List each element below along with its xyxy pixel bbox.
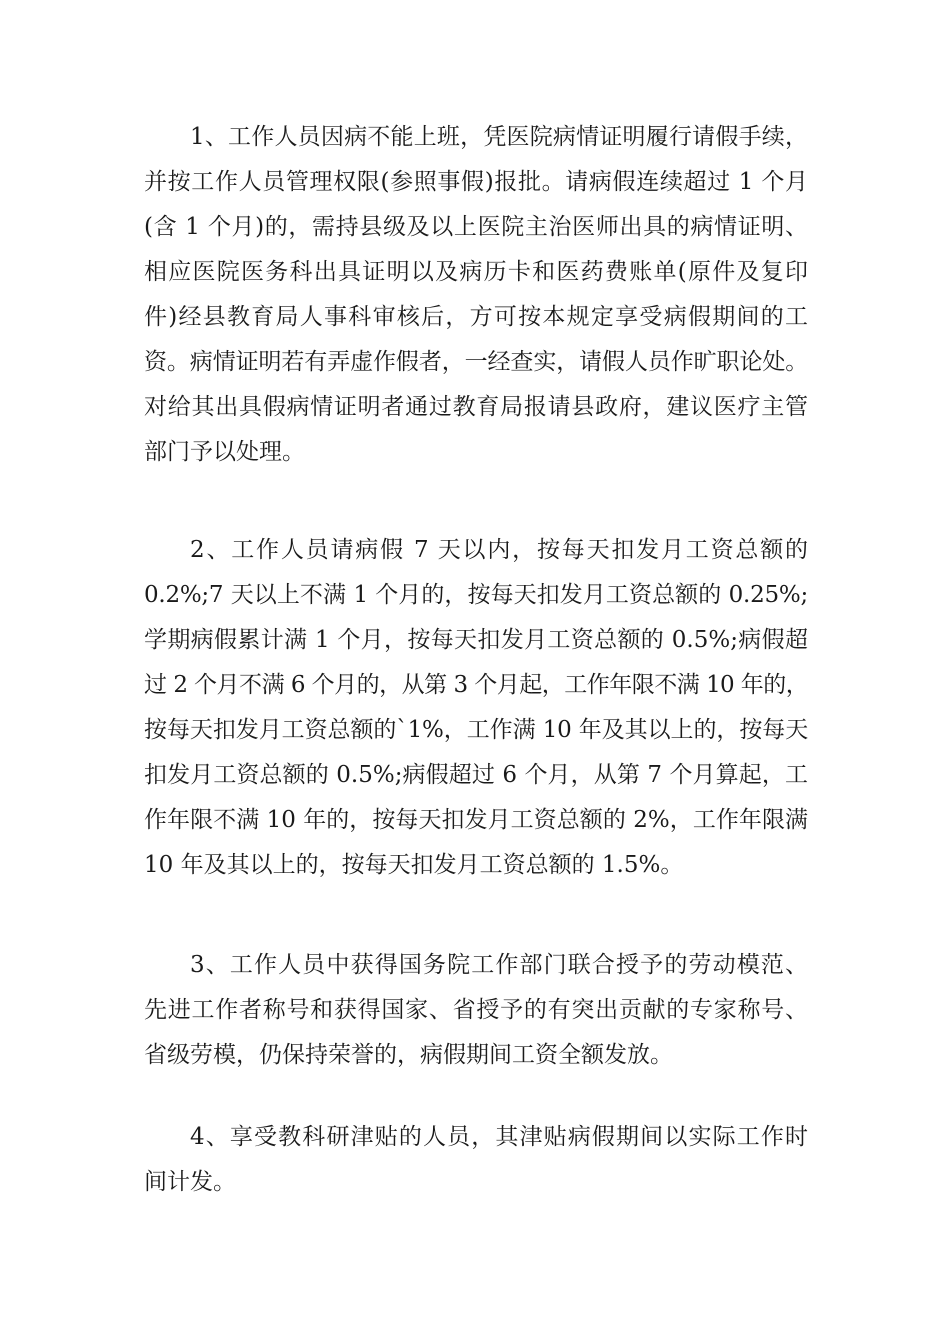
text-line: 2、工作人员请病假 7 天以内，按每天扣发月工资总额的 [190,537,808,563]
text-line: 资。病情证明若有弄虚作假者，一经查实，请假人员作旷职论处。 [144,349,808,375]
text-line: 扣发月工资总额的 0.5%;病假超过 6 个月，从第 7 个月算起，工 [144,762,808,788]
text-line: 1、工作人员因病不能上班，凭医院病情证明履行请假手续， [190,124,808,150]
text-line: 并按工作人员管理权限(参照事假)报批。请病假连续超过 1 个月 [144,169,808,195]
paragraph-research-allowance [144,1115,808,1205]
text-line: 10 年及其以上的，按每天扣发月工资总额的 1.5%。 [144,852,684,878]
text-line: 学期病假累计满 1 个月，按每天扣发月工资总额的 0.5%;病假超 [144,627,808,653]
text-line: 作年限不满 10 年的，按每天扣发月工资总额的 2%，工作年限满 [144,807,808,833]
text-line: 相应医院医务科出具证明以及病历卡和医药费账单(原件及复印 [144,259,808,285]
text-line: 按每天扣发月工资总额的`1%，工作满 10 年及其以上的，按每天 [144,717,808,743]
text-line: 3、工作人员中获得国务院工作部门联合授予的劳动模范、 [190,952,808,978]
paragraph-sick-leave-procedure [144,115,808,475]
paragraph-salary-deduction [144,528,808,888]
text-line: 先进工作者称号和获得国家、省授予的有突出贡献的专家称号、 [144,997,808,1023]
text-line: 对给其出具假病情证明者通过教育局报请县政府，建议医疗主管 [144,394,808,420]
text-line: 部门予以处理。 [144,439,305,465]
text-line: 0.2%;7 天以上不满 1 个月的，按每天扣发月工资总额的 0.25%; [144,582,808,608]
text-line: 过 2 个月不满 6 个月的，从第 3 个月起，工作年限不满 10 年的， [144,672,808,698]
paragraph-honored-workers [144,943,808,1078]
text-line: 省级劳模，仍保持荣誉的，病假期间工资全额发放。 [144,1042,673,1068]
text-line: 4、享受教科研津贴的人员，其津贴病假期间以实际工作时 [190,1124,808,1150]
text-line: (含 1 个月)的，需持县级及以上医院主治医师出具的病情证明、 [144,214,808,240]
text-line: 间计发。 [144,1169,236,1195]
text-line: 件)经县教育局人事科审核后，方可按本规定享受病假期间的工 [144,304,808,330]
